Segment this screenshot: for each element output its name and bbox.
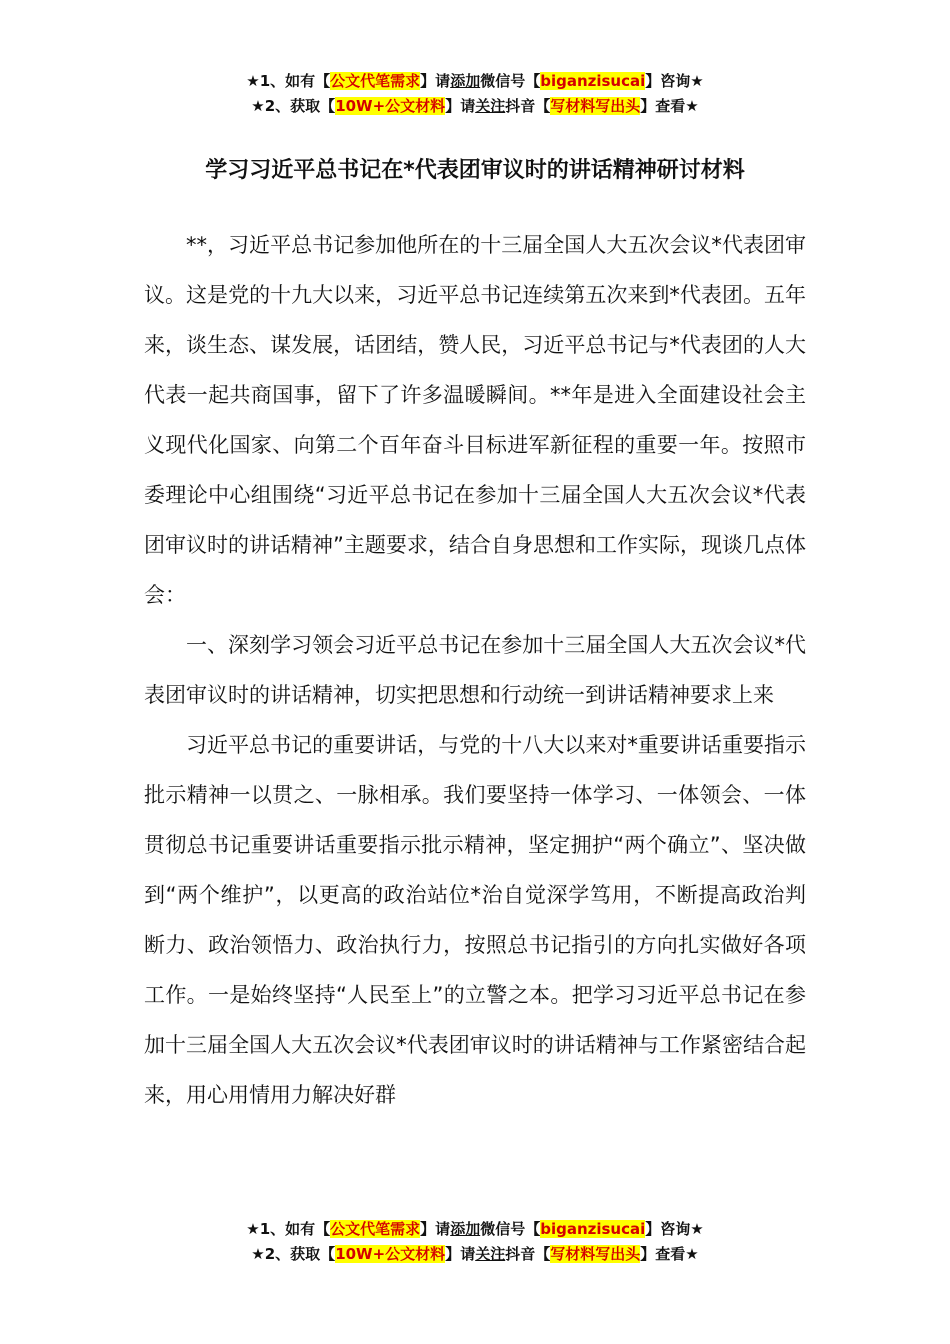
banner-text: 微信号【: [480, 72, 541, 90]
underlined-text: 关注: [475, 1245, 506, 1263]
banner-text: 】请: [420, 72, 451, 90]
banner-line-2: [0, 1242, 950, 1267]
banner-text: 】查看★: [640, 97, 699, 115]
highlight-wechat-id: biganzisucai: [540, 1220, 646, 1238]
paragraph-body: 习近平总书记的重要讲话，与党的十八大以来对*重要讲话重要指示批示精神一以贯之、一脉相承。我们要坚持一体学习、一体领会、一体贯彻总书记重要讲话重要指示批示精神，坚定拥护“两个确立”、坚决做到“两个维护”，以更高的政治站位*治自觉深学笃用，不断提高政治判断力、政治领悟力、政治执行力，按照总书记指引的方向扎实做好各项工作。一是始终坚持“人民至上”的立警之本。把学习习近平总书记在参加十三届全国人大五次会议*代表团审议时的讲话精神与工作紧密结合起来，用心用情用力解决好群: [144, 733, 806, 1107]
underlined-text: 添加: [450, 1220, 481, 1238]
banner-text: 】请: [420, 1220, 451, 1238]
banner-text: ★1、如有【: [246, 72, 331, 90]
highlight-materials: 10W+公文材料: [335, 1245, 446, 1263]
banner-text: ★2、获取【: [251, 97, 336, 115]
banner-text: 】咨询★: [645, 72, 704, 90]
highlight-douyin-account: 写材料写出头: [550, 97, 641, 115]
banner-text: 微信号【: [480, 1220, 541, 1238]
banner-text: 】请: [445, 1245, 476, 1263]
highlight-materials: 10W+公文材料: [335, 97, 446, 115]
banner-text: 】咨询★: [645, 1220, 704, 1238]
document-title: 学习习近平总书记在*代表团审议时的讲话精神研讨材料: [205, 158, 745, 183]
banner-text: ★1、如有【: [246, 1220, 331, 1238]
paragraph-section-heading: 一、深刻学习领会习近平总书记在参加十三届全国人大五次会议*代表团审议时的讲话精神，切实把思想和行动统一到讲话精神要求上来: [144, 633, 806, 707]
highlight-douyin-account: 写材料写出头: [550, 1245, 641, 1263]
document-body: [144, 220, 806, 1120]
banner-text: 】请: [445, 97, 476, 115]
highlight-service: 公文代笔需求: [330, 1220, 421, 1238]
banner-line-1: [0, 1217, 950, 1242]
banner-text: 抖音【: [505, 1245, 551, 1263]
paragraph-intro: **，习近平总书记参加他所在的十三届全国人大五次会议*代表团审议。这是党的十九大以来，习近平总书记连续第五次来到*代表团。五年来，谈生态、谋发展，话团结，赞人民，习近平总书记与*代表团的人大代表一起共商国事，留下了许多温暖瞬间。**年是进入全面建设社会主义现代化国家、向第二个百年奋斗目标进军新征程的重要一年。按照市委理论中心组围绕“习近平总书记在参加十三届全国人大五次会议*代表团审议时的讲话精神”主题要求，结合自身思想和工作实际，现谈几点体会：: [144, 233, 806, 607]
banner-line-1: [0, 69, 950, 94]
banner-text: 】查看★: [640, 1245, 699, 1263]
banner-text: ★2、获取【: [251, 1245, 336, 1263]
underlined-text: 关注: [475, 97, 506, 115]
highlight-wechat-id: biganzisucai: [540, 72, 646, 90]
banner-line-2: [0, 94, 950, 119]
banner-text: 抖音【: [505, 97, 551, 115]
footer-banner: [0, 1217, 950, 1267]
highlight-service: 公文代笔需求: [330, 72, 421, 90]
header-banner: [0, 69, 950, 119]
underlined-text: 添加: [450, 72, 481, 90]
